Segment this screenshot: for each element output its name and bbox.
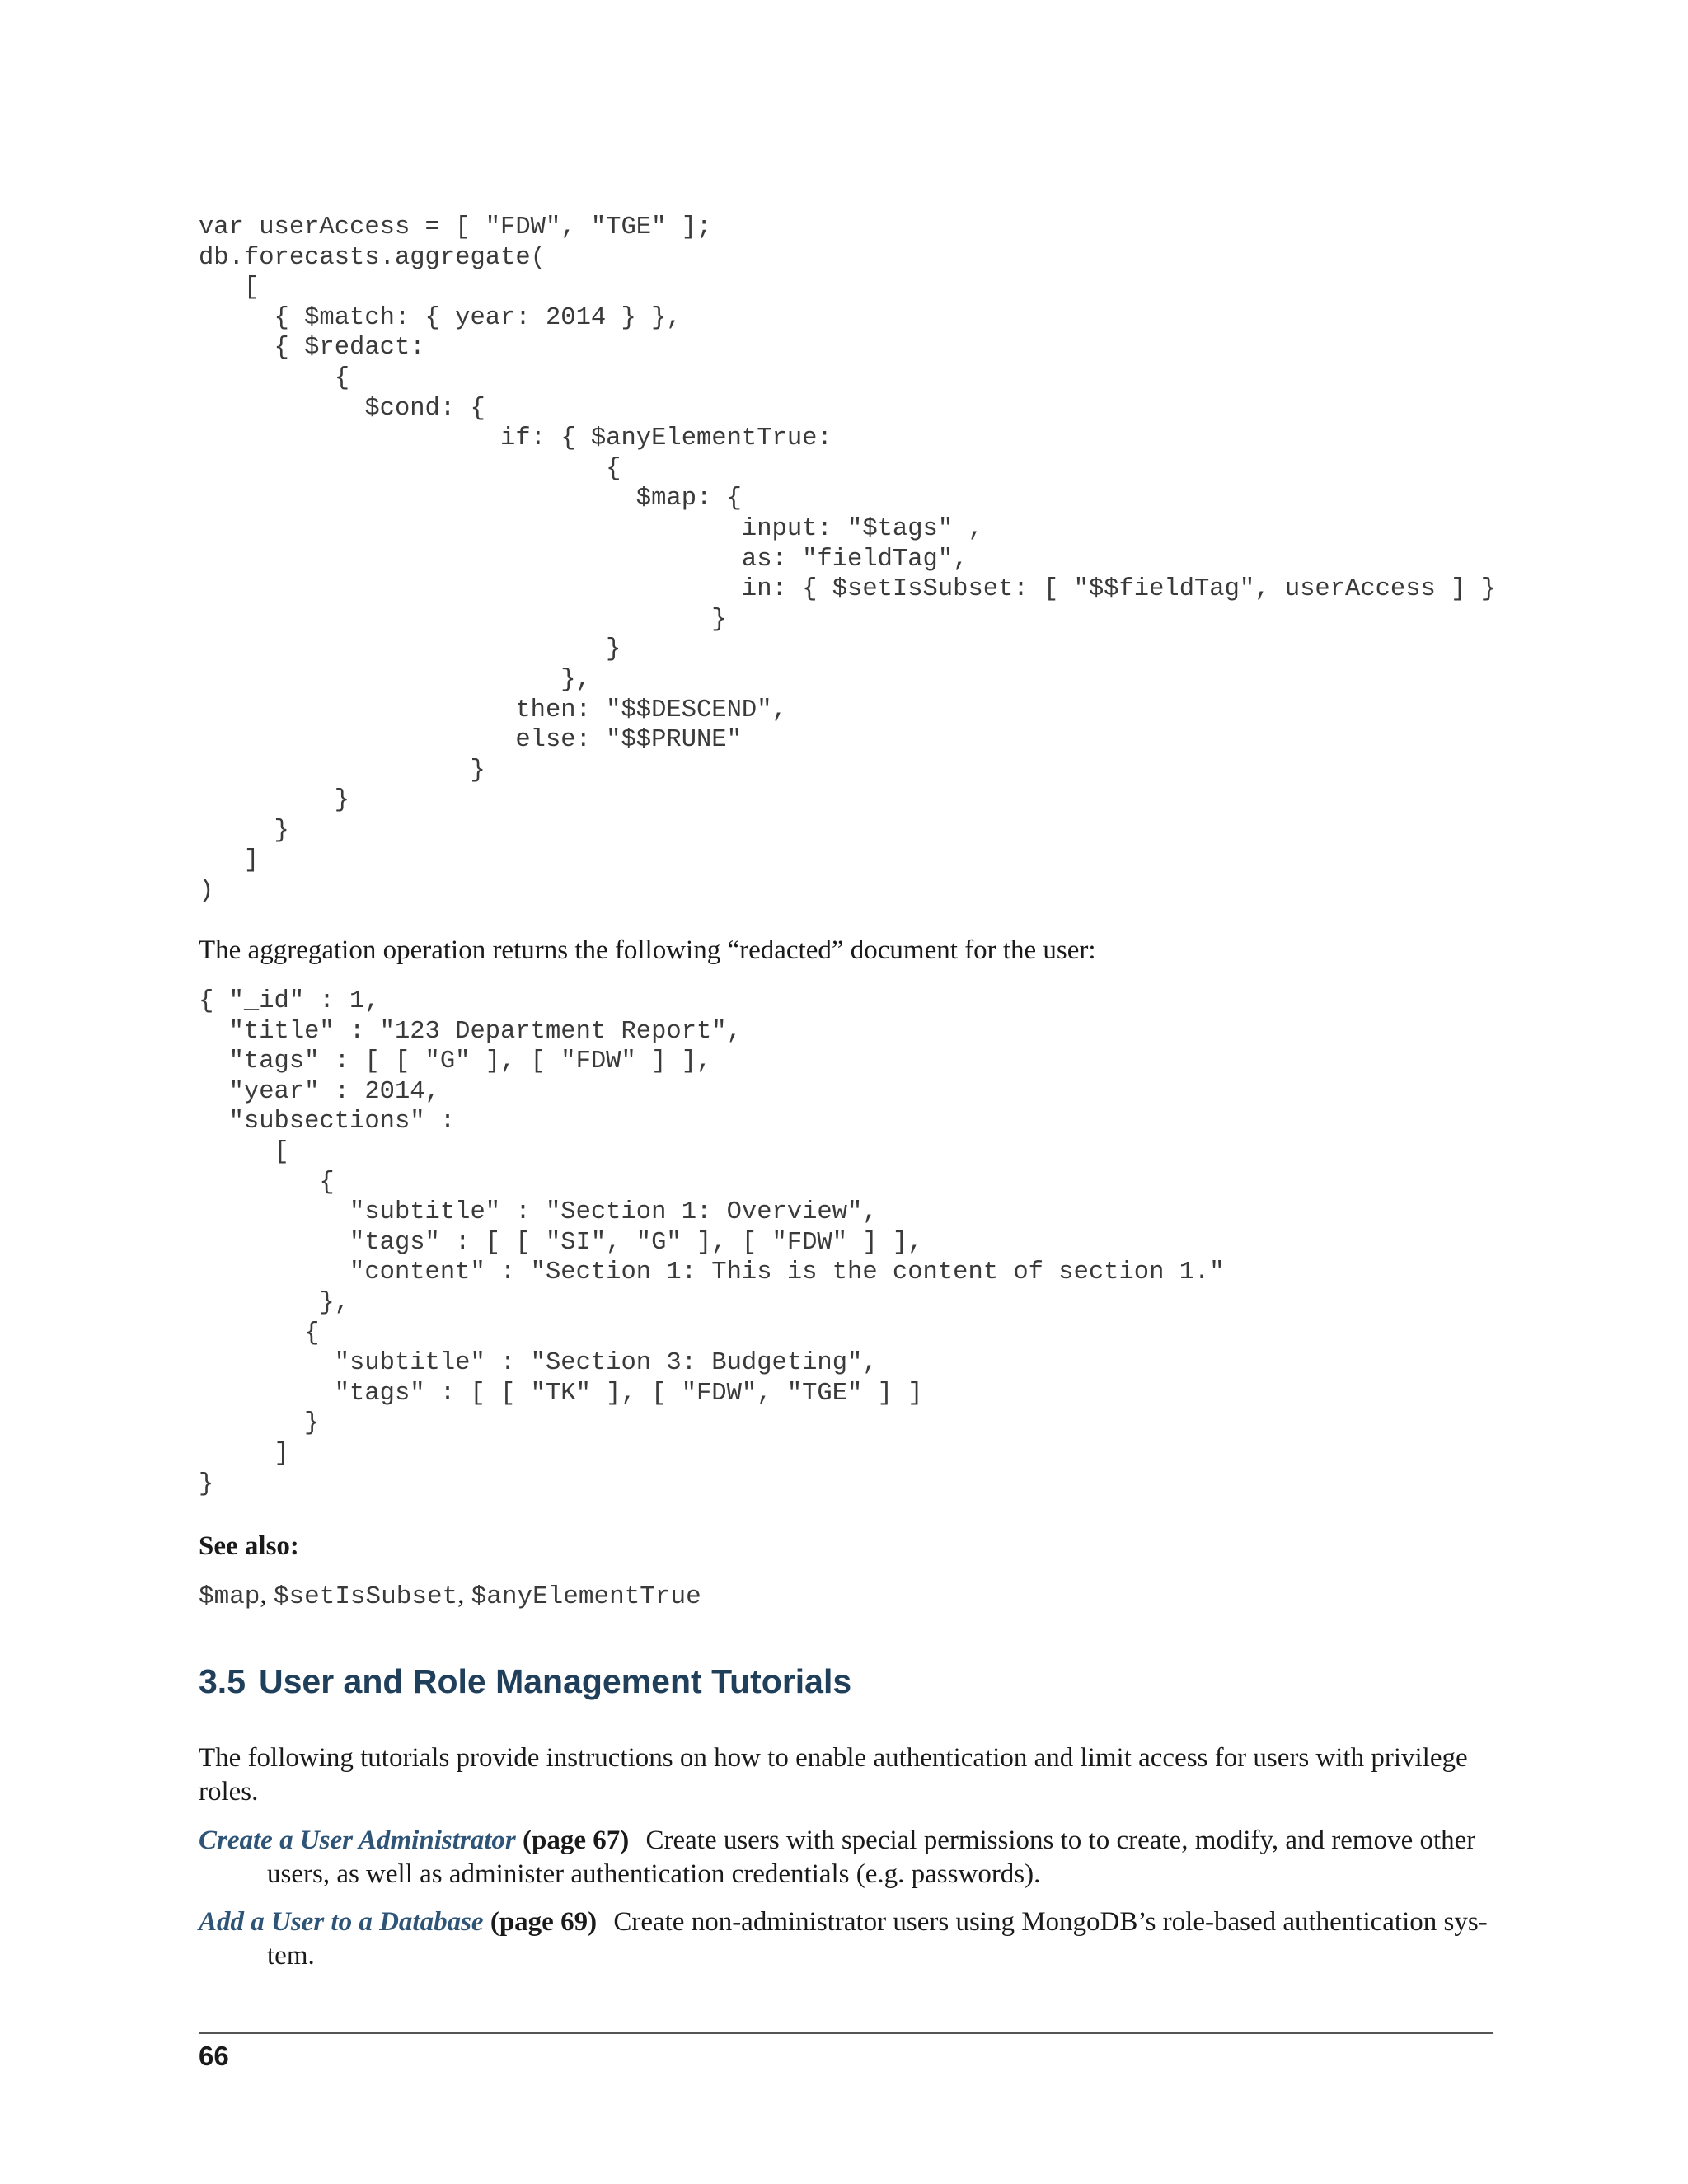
section-heading [199,1661,851,1702]
tutorial-item [199,1824,1493,1891]
tutorial-page-ref: (page 69) [490,1907,598,1937]
tutorial-link-create-user-administrator[interactable]: Create a User Administrator [199,1825,516,1855]
see-also-link-setissubset[interactable]: $setIsSubset [273,1582,458,1611]
see-also-links [199,1578,701,1614]
footer-divider [199,2032,1493,2034]
section-number: 3.5 [199,1662,246,1700]
code-block-result-document: { "_id" : 1, "title" : "123 Department Report", "tags" : [ [ "G" ], [ "FDW" ] ], "year" : 2014, "subsections" : [ { "subtitle" : "Section 1: Overview", "tags" : [ [ "SI", "G" ], [ "FDW" ] ], "content" : "Section 1: This is the content of section 1." }, { "subtitle" : "Section 3: Budgeting", "tags" : [ [ "TK" ], [ "FDW", "TGE" ] ] } ] } [199,987,1225,1498]
section-intro-text: The following tutorials provide instructions on how to enable authentication and limit access for users with privilege roles. [199,1743,1468,1807]
see-also-separator: , [260,1580,274,1610]
tutorial-description: Create non-administrator users using MongoDB’s role-based authentication sys-tem. [267,1907,1488,1971]
code-block-aggregation: var userAccess = [ "FDW", "TGE" ]; db.forecasts.aggregate( [ { $match: { year: 2014 } }, { $redact: { $cond: { if: { $anyElementTrue: { $map: { input: "$tags" , as: "fieldTag", in: { $setIsSubset: [ "$$fieldTag", userAccess ] } } } }, then: "$$DESCEND", else: "$$PRUNE" } } } ] ) [199,213,1497,906]
see-also-link-map[interactable]: $map [199,1582,260,1611]
result-intro-text: The aggregation operation returns the following “redacted” document for the user: [199,935,1096,965]
see-also-link-anyelementtrue[interactable]: $anyElementTrue [471,1582,701,1611]
see-also-heading: See also: [199,1531,299,1561]
see-also-separator: , [457,1580,471,1610]
tutorial-description: Create users with special permissions to to create, modify, and remove other users, as well as administer authentication credentials (e.g. passwords). [267,1825,1476,1889]
tutorial-item [199,1905,1493,1973]
tutorial-link-add-user-to-database[interactable]: Add a User to a Database [199,1907,484,1937]
page-number: 66 [199,2041,229,2071]
section-title: User and Role Management Tutorials [259,1662,852,1700]
tutorial-page-ref: (page 67) [523,1825,630,1855]
